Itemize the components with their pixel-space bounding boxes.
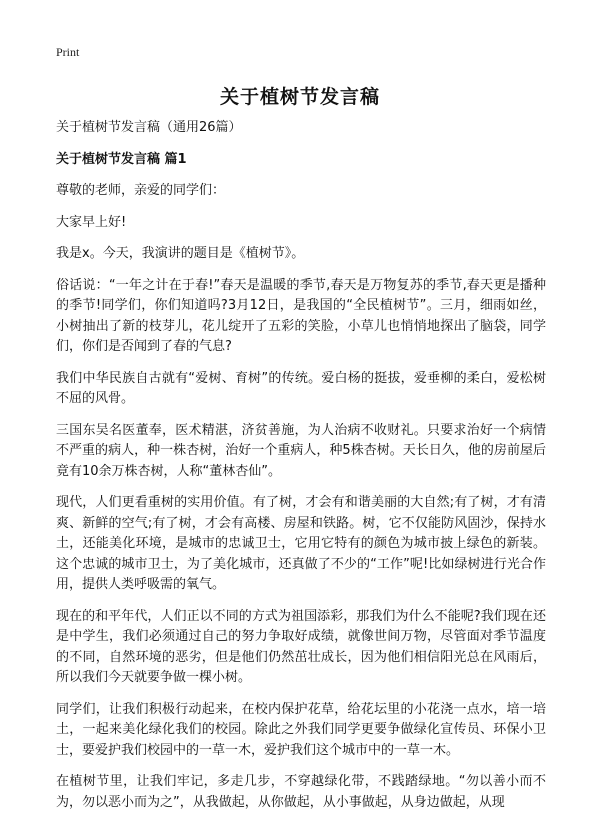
document-title: 关于植树节发言稿 xyxy=(219,86,380,108)
paragraph-peace-era: 现在的和平年代，人们正以不同的方式为祖国添彩，那我们为什么不能呢?我们现在还是中学生，我们必须通过自己的努力争取好成绩，就像世间万物，尽管面对季节温度的不同，自然环境的恶劣，但是他们仍然茁壮成长，因为他们相信阳光总在风雨后，所以我们今天就要争做一棵小树。 xyxy=(56,608,546,685)
section-heading: 关于植树节发言稿 篇1 xyxy=(56,151,187,167)
paragraph-call-to-action: 同学们，让我们积极行动起来，在校内保护花草，给花坛里的小花浇一点水，培一培土，一起来美化绿化我们的校园。除此之外我们同学更要争做绿化宣传员、环保小卫士，要爱护我们校园中的一草一木，爱护我们这个城市中的一草一木。 xyxy=(56,701,546,758)
paragraph-arbor-day: 在植树节里，让我们牢记，多走几步，不穿越绿化带，不践踏绿地。“勿以善小而不为，勿以恶小而为之”，从我做起，从你做起，从小事做起，从身边做起，从现 xyxy=(56,774,546,810)
paragraph-tradition: 我们中华民族自古就有“爱树、育树”的传统。爱白杨的挺拔，爱垂柳的柔白，爱松树不屈的风骨。 xyxy=(56,370,546,406)
paragraph-intro: 我是x。今天，我演讲的题目是《植树节》。 xyxy=(56,246,305,261)
paragraph-spring: 俗话说：“一年之计在于春!”春天是温暖的季节,春天是万物复苏的季节,春天更是播种的季节!同学们，你们知道吗?3月12日，是我国的“全民植树节”。三月，细雨如丝，小树抽出了新的枝芽儿，花儿绽开了五彩的笑脸，小草儿也悄悄地探出了脑袋，同学们，你们是否闻到了春的气息? xyxy=(56,277,546,354)
document-subtitle: 关于植树节发言稿（通用26篇） xyxy=(56,120,242,135)
paragraph-greeting: 大家早上好! xyxy=(56,214,127,230)
paragraph-salutation: 尊敬的老师，亲爱的同学们： xyxy=(56,183,226,198)
print-link[interactable]: Print xyxy=(56,45,80,59)
document-body xyxy=(56,118,546,824)
paragraph-dong-feng: 三国东吴名医董奉，医术精湛，济贫善施，为人治病不收财礼。只要求治好一个病情不严重的病人，种一株杏树，治好一个重病人，种5株杏树。天长日久，他的房前屋后竟有10余万株杏树，人称“董林杏仙”。 xyxy=(56,422,546,479)
paragraph-modern-value: 现代，人们更看重树的实用价值。有了树，才会有和谐美丽的大自然;有了树，才有清爽、新鲜的空气;有了树，才会有高楼、房屋和铁路。树，它不仅能防风固沙，保持水土，还能美化环境，是城市的忠诚卫士，它用它特有的颜色为城市披上绿色的新装。这个忠诚的城市卫士，为了美化城市，还真做了不少的“工作”呢!比如绿树进行光合作用，提供人类呼吸需的氧气。 xyxy=(56,495,546,592)
